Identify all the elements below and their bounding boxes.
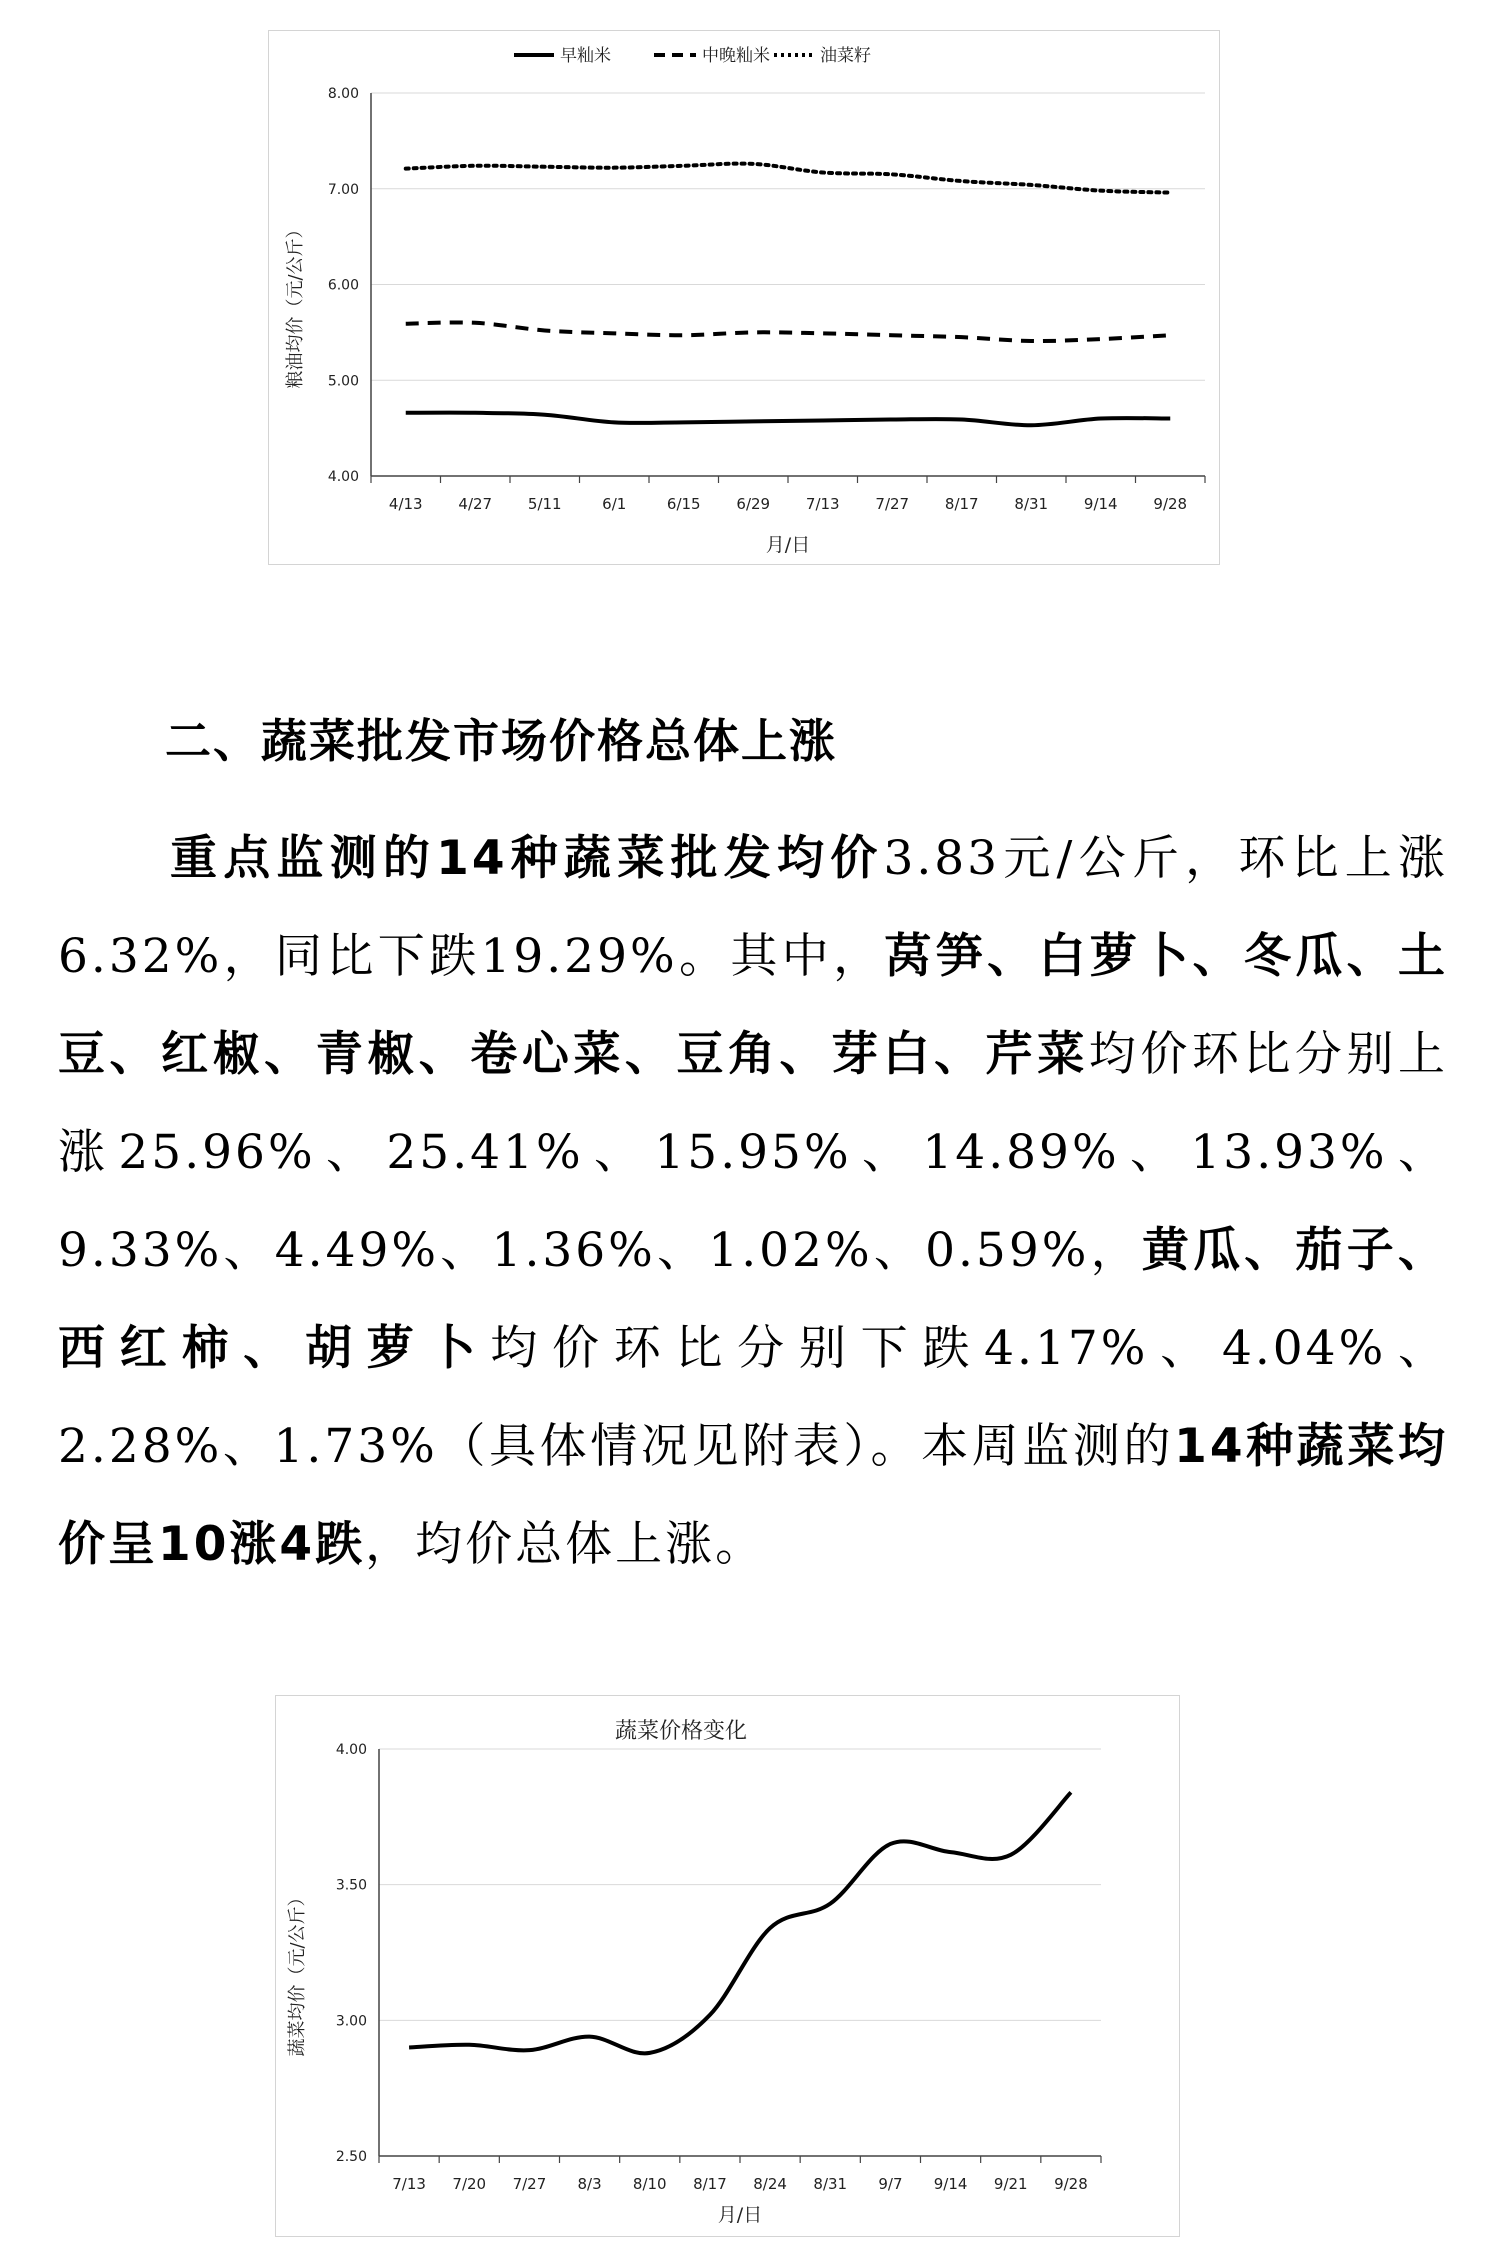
paragraph-run: 14种蔬菜均价呈10涨4跌 — [58, 1419, 1448, 1572]
x-tick-label: 8/17 — [944, 495, 979, 513]
x-tick-label: 8/10 — [632, 2175, 667, 2193]
y-tick-label: 5.00 — [327, 373, 359, 390]
x-tick-label: 7/20 — [452, 2175, 487, 2193]
y-tick-label: 4.00 — [327, 469, 359, 485]
x-axis-title: 月/日 — [717, 2204, 763, 2226]
x-tick-label: 6/15 — [666, 495, 701, 513]
section-paragraph — [58, 810, 1448, 1594]
x-tick-label: 9/14 — [1083, 495, 1118, 513]
paragraph-run: 黄瓜、茄子、西红柿、胡萝卜 — [58, 1223, 1448, 1376]
section-heading: 二、蔬菜批发市场价格总体上涨 — [165, 714, 837, 768]
paragraph-run: 种蔬菜批发均价 — [507, 831, 884, 886]
x-tick-label: 9/7 — [878, 2175, 903, 2193]
y-axis-title: 蔬菜均价（元/公斤） — [287, 1888, 308, 2057]
chart-title: 蔬菜价格变化 — [614, 1719, 748, 1744]
series-line-solid — [409, 1792, 1071, 2053]
x-tick-label: 8/17 — [693, 2175, 727, 2193]
series-line-dotted — [406, 164, 1171, 193]
x-tick-label: 7/27 — [512, 2175, 547, 2193]
legend-label: 早籼米 — [560, 46, 611, 66]
y-tick-label: 8.00 — [327, 86, 359, 102]
paragraph-run: 14 — [436, 831, 508, 886]
x-tick-label: 9/28 — [1153, 495, 1188, 513]
y-tick-label: 3.00 — [335, 2013, 367, 2030]
x-tick-label: 9/21 — [993, 2175, 1028, 2193]
x-tick-label: 7/13 — [392, 2175, 426, 2193]
x-tick-label: 6/1 — [602, 495, 627, 513]
y-tick-label: 2.50 — [335, 2149, 367, 2165]
paragraph-run: 均价环比分别上涨25.96%、25.41%、15.95%、14.89%、13.93%、9.33%、4.49%、1.36%、1.02%、0.59%， — [58, 1027, 1449, 1278]
series-line-solid — [406, 413, 1171, 426]
x-tick-label: 4/13 — [388, 495, 423, 513]
x-tick-label: 7/13 — [805, 495, 840, 513]
x-tick-label: 5/11 — [527, 495, 562, 513]
x-tick-label: 8/24 — [753, 2175, 787, 2193]
series-line-dashed — [406, 322, 1171, 341]
x-tick-label: 8/3 — [577, 2175, 602, 2193]
grain-oil-price-chart — [268, 30, 1220, 565]
x-tick-label: 9/14 — [933, 2175, 968, 2193]
x-tick-label: 8/31 — [1014, 495, 1049, 513]
x-tick-label: 8/31 — [813, 2175, 848, 2193]
y-tick-label: 6.00 — [327, 277, 359, 294]
paragraph-run: 莴笋、白萝卜、冬瓜、土豆、红椒、青椒、卷心菜、豆角、芽白、芹菜 — [58, 929, 1448, 1082]
y-tick-label: 3.50 — [335, 1877, 367, 1894]
grain-oil-chart-svg — [269, 31, 1219, 564]
paragraph-run: 3.83元/公斤，环比上涨6.32%，同比下跌19.29%。其中， — [58, 831, 1449, 984]
y-tick-label: 7.00 — [327, 181, 359, 198]
x-tick-label: 9/28 — [1054, 2175, 1088, 2193]
x-tick-label: 4/27 — [458, 495, 493, 513]
x-axis-title: 月/日 — [765, 534, 811, 556]
x-tick-label: 7/27 — [875, 495, 910, 513]
vegetable-price-chart — [275, 1695, 1180, 2237]
paragraph-run: 均价环比分别下跌4.17%、4.04%、2.28%、1.73%（具体情况见附表）。本周监测的 — [58, 1321, 1448, 1474]
paragraph-run: 重点监测的 — [170, 831, 437, 886]
y-tick-label: 4.00 — [335, 1742, 367, 1758]
y-axis-title: 粮油均价（元/公斤） — [285, 220, 306, 389]
x-tick-label: 6/29 — [736, 495, 771, 513]
legend-label: 中晚籼米 — [702, 46, 770, 66]
paragraph-run: ，均价总体上涨。 — [365, 1517, 766, 1572]
legend-label: 油菜籽 — [820, 46, 871, 66]
vegetable-chart-svg — [276, 1696, 1179, 2236]
